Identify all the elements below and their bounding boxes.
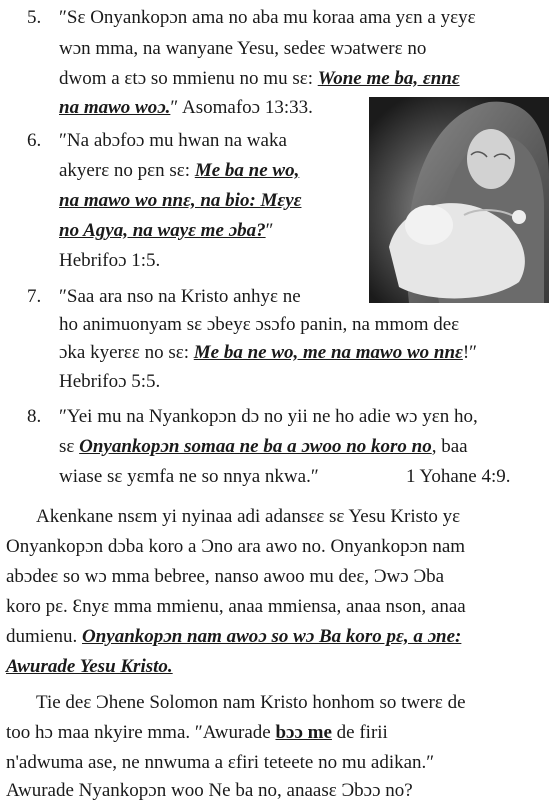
paragraph-2-line-4: Awurade Nyankopɔn woo Ne ba no, anaasɛ Ɔbɔɔ no?	[6, 780, 413, 801]
scripture-quote: na mawo woɔ.	[59, 97, 171, 118]
item-7-line-2: ho animuonyam sɛ ɔbeyɛ ɔsɔfo panin, na mmom deɛ	[59, 314, 460, 335]
paragraph-2-line-3: n'adwuma ase, ne nnwuma a ɛfiri teteete no mu adikan.″	[6, 752, 435, 773]
item-5-line-2: wɔn mma, na wanyane Yesu, sedeɛ wɔatwerɛ no	[59, 38, 427, 59]
item-number: 7.	[27, 286, 42, 307]
item-7-line-4: Hebrifoɔ 5:5.	[59, 371, 161, 392]
scripture-quote: Wone me ba, ɛnnɛ	[317, 68, 460, 89]
item-8-reference: 1 Yohane 4:9.	[406, 466, 511, 487]
scripture-quote: Me ba ne wo, me na mawo wo nnɛ	[193, 342, 463, 363]
paragraph-1-line-4: koro pɛ. Ɛnyɛ mma mmienu, anaa mmiensa, anaa nson, anaa	[6, 596, 466, 617]
paragraph-1-line-1: Akenkane nsɛm yi nyinaa adi adansɛɛ sɛ Yesu Kristo yɛ	[36, 506, 461, 527]
paragraph-1-line-6	[6, 655, 173, 679]
item-8-line-3: wiase sɛ yɛmfa ne so nnya nkwa.″	[59, 466, 319, 487]
emphasis-statement: Awurade Yesu Kristo.	[6, 656, 173, 677]
item-6-line-4: no Agya, na wayɛ me ɔba?″	[59, 220, 274, 241]
item-number: 5.	[27, 7, 42, 28]
emphasis-word: bɔɔ me	[275, 722, 332, 743]
item-number: 8.	[27, 406, 42, 427]
item-5-line-3: dwom a ɛtɔ so mmienu no mu sɛ: Wone me ba, ɛnnɛ	[59, 68, 460, 89]
paragraph-1-line-2: Onyankopɔn dɔba koro a Ɔno ara awo no. Onyankopɔn nam	[6, 536, 466, 557]
paragraph-1-line-3: abɔdeɛ so wɔ mma bebree, nanso awoo mu deɛ, Ɔwɔ Ɔba	[6, 566, 445, 587]
paragraph-1-line-5: dumienu. Onyankopɔn nam awoɔ so wɔ Ba koro pɛ, a ɔne:	[6, 626, 462, 647]
item-7-line-1: ″Saa ara nso na Kristo anhyɛ ne	[59, 286, 301, 307]
paragraph-2-line-2: too hɔ maa nkyire mma. ″Awurade bɔɔ me de firii	[6, 722, 388, 743]
item-6-line-5: Hebrifoɔ 1:5.	[59, 250, 161, 271]
scripture-quote: Onyankopɔn somaa ne ba a ɔwoo no koro no	[79, 436, 432, 457]
paragraph-2-line-1: Tie deɛ Ɔhene Solomon nam Kristo honhom so twerɛ de	[36, 692, 466, 713]
item-5-line-1: ″Sɛ Onyankopɔn ama no aba mu koraa ama yɛn a yɛyɛ	[59, 7, 476, 28]
scripture-quote: no Agya, na wayɛ me ɔba?	[59, 220, 266, 241]
item-8-line-2: sɛ Onyankopɔn somaa ne ba a ɔwoo no koro no, baa	[59, 436, 468, 457]
item-6-line-2: akyerɛ no pɛn sɛ: Me ba ne wo,	[59, 160, 300, 181]
item-8-line-1: ″Yei mu na Nyankopɔn dɔ no yii ne ho adie wɔ yɛn ho,	[59, 406, 478, 427]
item-6-line-1: ″Na abɔfoɔ mu hwan na waka	[59, 130, 287, 151]
item-6-line-3	[59, 189, 301, 213]
item-7-line-3: ɔka kyerɛɛ no sɛ: Me ba ne wo, me na mawo wo nnɛ!″	[59, 342, 478, 363]
scripture-quote: Me ba ne wo,	[194, 160, 300, 181]
emphasis-statement: Onyankopɔn nam awoɔ so wɔ Ba koro pɛ, a ɔne:	[82, 626, 462, 647]
madonna-and-child-photo	[369, 97, 549, 303]
item-number: 6.	[27, 130, 42, 151]
scripture-quote: na mawo wo nnɛ, na bio: Mɛyɛ	[59, 190, 302, 211]
item-5-line-4: na mawo woɔ.″ Asomafoɔ 13:33.	[59, 97, 313, 118]
